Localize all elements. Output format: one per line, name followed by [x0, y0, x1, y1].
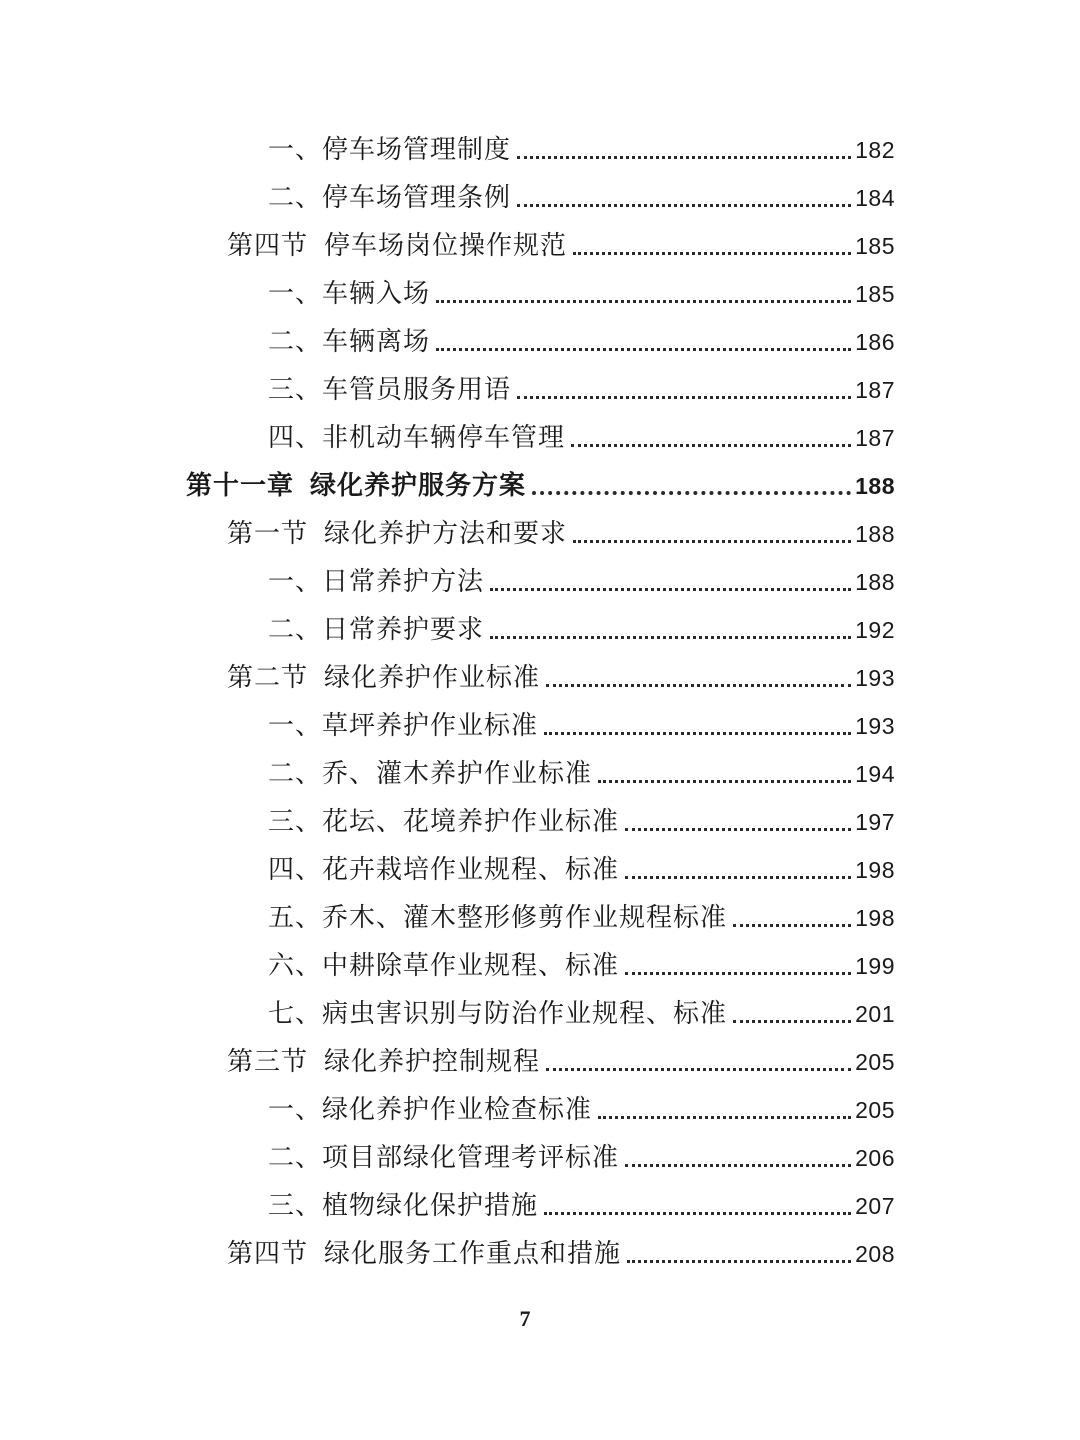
toc-entry-chapter[interactable] [186, 465, 895, 513]
toc-entry-title: 停车场管理条例 [322, 183, 512, 213]
dot-leader [436, 300, 851, 303]
dot-leader [546, 1068, 851, 1071]
toc-entry-number: 三、 [268, 375, 323, 405]
toc-entry-item[interactable] [268, 561, 895, 609]
toc-entry-page: 205 [855, 1049, 895, 1075]
toc-entry-number: 二、 [268, 327, 323, 357]
toc-entry-page: 194 [855, 761, 895, 787]
dot-leader [625, 876, 851, 879]
toc-entry-section[interactable] [227, 513, 895, 561]
dot-leader [598, 780, 851, 783]
toc-entry-page: 187 [855, 425, 895, 451]
toc-entry-title: 草坪养护作业标准 [322, 711, 539, 741]
toc-entry-number: 二、 [268, 759, 323, 789]
toc-entry-item[interactable] [268, 321, 895, 369]
dot-leader [573, 540, 851, 543]
toc-entry-title: 绿化养护方法和要求 [324, 519, 568, 549]
toc-entry-page: 205 [855, 1097, 895, 1123]
dot-leader [436, 348, 851, 351]
toc-entry-page: 198 [855, 905, 895, 931]
toc-entry-title: 植物绿化保护措施 [322, 1191, 539, 1221]
toc-entry-title: 中耕除草作业规程、标准 [322, 951, 620, 981]
dot-leader [546, 684, 851, 687]
toc-entry-title: 花卉栽培作业规程、标准 [322, 855, 620, 885]
dot-leader [517, 156, 851, 159]
dot-leader [544, 732, 851, 735]
toc-entry-item[interactable] [268, 417, 895, 465]
toc-entry-title: 花坛、花境养护作业标准 [322, 807, 620, 837]
toc-entry-page: 207 [855, 1193, 895, 1219]
toc-entry-title: 绿化养护控制规程 [324, 1047, 541, 1077]
dot-leader [532, 491, 851, 495]
toc-entry-title: 日常养护要求 [322, 615, 485, 645]
toc-entry-page: 193 [855, 713, 895, 739]
toc-entry-item[interactable] [268, 1137, 895, 1185]
toc-entry-title: 车辆离场 [322, 327, 431, 357]
toc-entry-page: 188 [855, 569, 895, 595]
toc-entry-item[interactable] [268, 609, 895, 657]
toc-entry-page: 187 [855, 377, 895, 403]
toc-entry-title: 绿化服务工作重点和措施 [324, 1239, 622, 1269]
toc-entry-item[interactable] [268, 993, 895, 1041]
toc-entry-number: 一、 [268, 567, 323, 597]
toc-entry-item[interactable] [268, 129, 895, 177]
toc-entry-number: 五、 [268, 903, 323, 933]
dot-leader [625, 828, 851, 831]
toc-entry-title: 绿化养护作业标准 [324, 663, 541, 693]
toc-entry-title: 非机动车辆停车管理 [322, 423, 566, 453]
toc-entry-number: 一、 [268, 1095, 323, 1125]
toc-entry-number: 二、 [268, 1143, 323, 1173]
toc-entry-item[interactable] [268, 705, 895, 753]
toc-entry-item[interactable] [268, 177, 895, 225]
toc-entry-title: 绿化养护服务方案 [310, 471, 527, 501]
toc-entry-number: 三、 [268, 807, 323, 837]
toc-entry-item[interactable] [268, 1089, 895, 1137]
toc-entry-section[interactable] [227, 1041, 895, 1089]
toc-entry-title: 项目部绿化管理考评标准 [322, 1143, 620, 1173]
dot-leader [544, 1212, 851, 1215]
toc-entry-page: 208 [855, 1241, 895, 1267]
toc-entry-title: 车管员服务用语 [322, 375, 512, 405]
toc-entry-page: 188 [855, 521, 895, 547]
toc-entry-number: 第二节 [227, 663, 309, 693]
toc-entry-number: 一、 [268, 135, 323, 165]
dot-leader [517, 396, 851, 399]
toc-entry-number: 第四节 [227, 231, 309, 261]
toc-entry-number: 第一节 [227, 519, 309, 549]
toc-entry-section[interactable] [227, 1233, 895, 1281]
toc-entry-page: 188 [855, 473, 895, 499]
table-of-contents [0, 129, 1080, 1281]
toc-entry-number: 一、 [268, 711, 323, 741]
page-number: 7 [519, 1306, 531, 1331]
toc-entry-item[interactable] [268, 753, 895, 801]
toc-entry-page: 199 [855, 953, 895, 979]
toc-entry-title: 乔、灌木养护作业标准 [322, 759, 593, 789]
toc-entry-number: 四、 [268, 855, 323, 885]
dot-leader [573, 252, 851, 255]
toc-entry-item[interactable] [268, 897, 895, 945]
toc-entry-number: 三、 [268, 1191, 323, 1221]
toc-entry-page: 201 [855, 1001, 895, 1027]
toc-entry-page: 198 [855, 857, 895, 883]
toc-entry-page: 185 [855, 233, 895, 259]
toc-entry-number: 第十一章 [186, 471, 295, 501]
toc-entry-item[interactable] [268, 273, 895, 321]
toc-entry-number: 六、 [268, 951, 323, 981]
toc-entry-number: 第三节 [227, 1047, 309, 1077]
toc-entry-title: 停车场岗位操作规范 [324, 231, 568, 261]
toc-entry-item[interactable] [268, 945, 895, 993]
toc-entry-title: 车辆入场 [322, 279, 431, 309]
toc-entry-number: 一、 [268, 279, 323, 309]
dot-leader [627, 1260, 851, 1263]
toc-entry-item[interactable] [268, 1185, 895, 1233]
toc-entry-page: 186 [855, 329, 895, 355]
toc-entry-item[interactable] [268, 369, 895, 417]
toc-entry-number: 二、 [268, 615, 323, 645]
toc-entry-page: 206 [855, 1145, 895, 1171]
toc-entry-number: 四、 [268, 423, 323, 453]
toc-entry-title: 停车场管理制度 [322, 135, 512, 165]
toc-entry-section[interactable] [227, 657, 895, 705]
toc-entry-number: 第四节 [227, 1239, 309, 1269]
toc-entry-page: 193 [855, 665, 895, 691]
dot-leader [625, 972, 851, 975]
dot-leader [625, 1164, 851, 1167]
dot-leader [490, 636, 851, 639]
dot-leader [517, 204, 851, 207]
toc-entry-page: 182 [855, 137, 895, 163]
toc-entry-number: 七、 [268, 999, 323, 1029]
toc-entry-title: 日常养护方法 [322, 567, 485, 597]
toc-entry-title: 病虫害识别与防治作业规程、标准 [322, 999, 728, 1029]
dot-leader [598, 1116, 851, 1119]
dot-leader [733, 924, 851, 927]
toc-entry-number: 二、 [268, 183, 323, 213]
toc-entry-page: 192 [855, 617, 895, 643]
toc-entry-title: 绿化养护作业检查标准 [322, 1095, 593, 1125]
toc-entry-page: 185 [855, 281, 895, 307]
dot-leader [571, 444, 851, 447]
toc-entry-section[interactable] [227, 225, 895, 273]
toc-entry-title: 乔木、灌木整形修剪作业规程标准 [322, 903, 728, 933]
toc-entry-page: 197 [855, 809, 895, 835]
dot-leader [733, 1020, 851, 1023]
toc-entry-page: 184 [855, 185, 895, 211]
dot-leader [490, 588, 851, 591]
toc-entry-item[interactable] [268, 801, 895, 849]
toc-entry-item[interactable] [268, 849, 895, 897]
